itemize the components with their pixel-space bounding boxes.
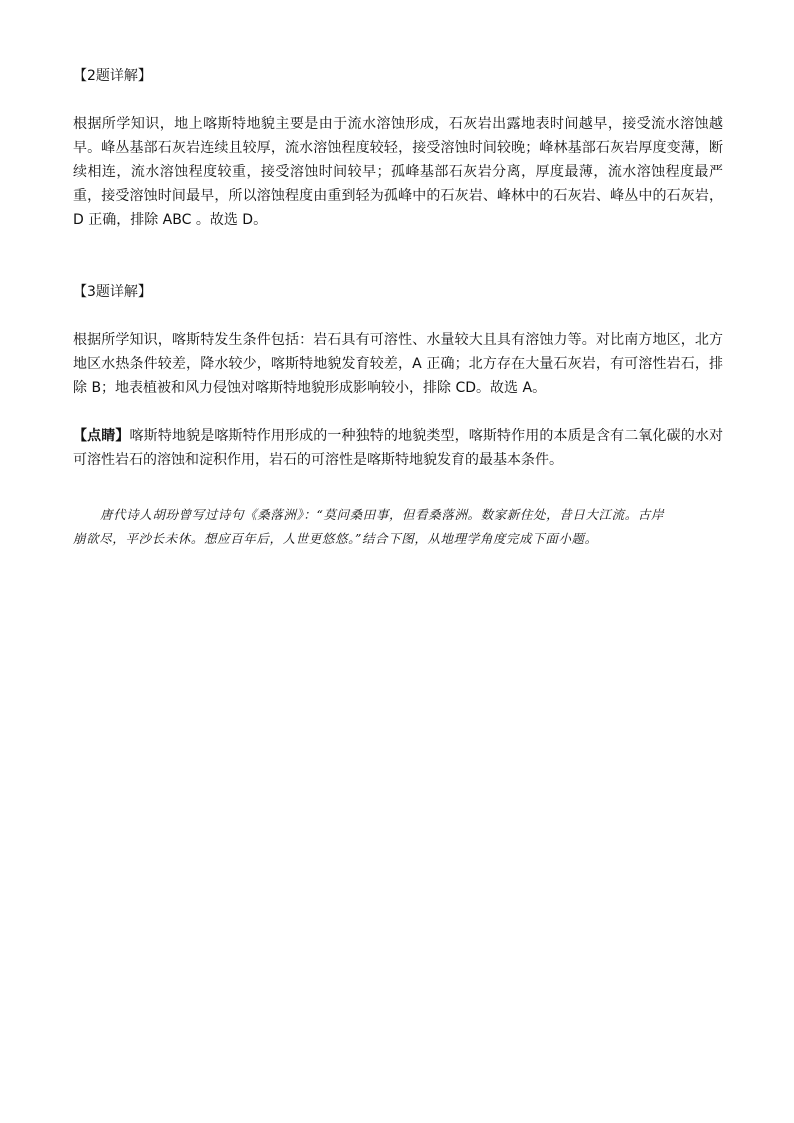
question-2-heading: 【2题详解】 xyxy=(73,68,152,84)
question-3-heading: 【3题详解】 xyxy=(73,284,152,300)
poem-intro-line-2: 崩欲尽，平沙长未休。想应百年后，人世更悠悠。”结合下图，从地理学角度完成下面小题。 xyxy=(73,531,598,546)
question-2-explanation: 根据所学知识，地上喀斯特地貌主要是由于流水溶蚀形成，石灰岩出露地表时间越早，接受流水溶蚀越早。峰丛基部石灰岩连续且较厚，流水溶蚀程度较轻，接受溶蚀时间较晚；峰林基部石灰岩厚度变薄，断续相连，流水溶蚀程度较重，接受溶蚀时间较早；孤峰基部石灰岩分离，厚度最薄，流水溶蚀程度最严重，接受溶蚀时间最早，所以溶蚀程度由重到轻为孤峰中的石灰岩、峰林中的石灰岩、峰丛中的石灰岩，D 正确，排除 ABC 。故选 D。 xyxy=(73,116,723,228)
tip-text: 喀斯特地貌是喀斯特作用形成的一种独特的地貌类型，喀斯特作用的本质是含有二氧化碳的水对可溶性岩石的溶蚀和淀积作用，岩石的可溶性是喀斯特地貌发育的最基本条件。 xyxy=(73,428,724,468)
poem-intro-line-1: 唐代诗人胡玢曾写过诗句《桑落洲》：“莫问桑田事，但看桑落洲。数家新住处，昔日大江流。古岸 xyxy=(100,507,665,522)
question-3-explanation: 根据所学知识，喀斯特发生条件包括：岩石具有可溶性、水量较大且具有溶蚀力等。对比南方地区，北方地区水热条件较差，降水较少，喀斯特地貌发育较差，A 正确；北方存在大量石灰岩，有可溶性岩石，排除 B；地表植被和风力侵蚀对喀斯特地貌形成影响较小，排除 CD。故选 A。 xyxy=(73,332,723,396)
poem-intro xyxy=(73,503,720,551)
tip-label: 【点睛】 xyxy=(73,428,130,444)
tip-paragraph xyxy=(73,424,723,472)
